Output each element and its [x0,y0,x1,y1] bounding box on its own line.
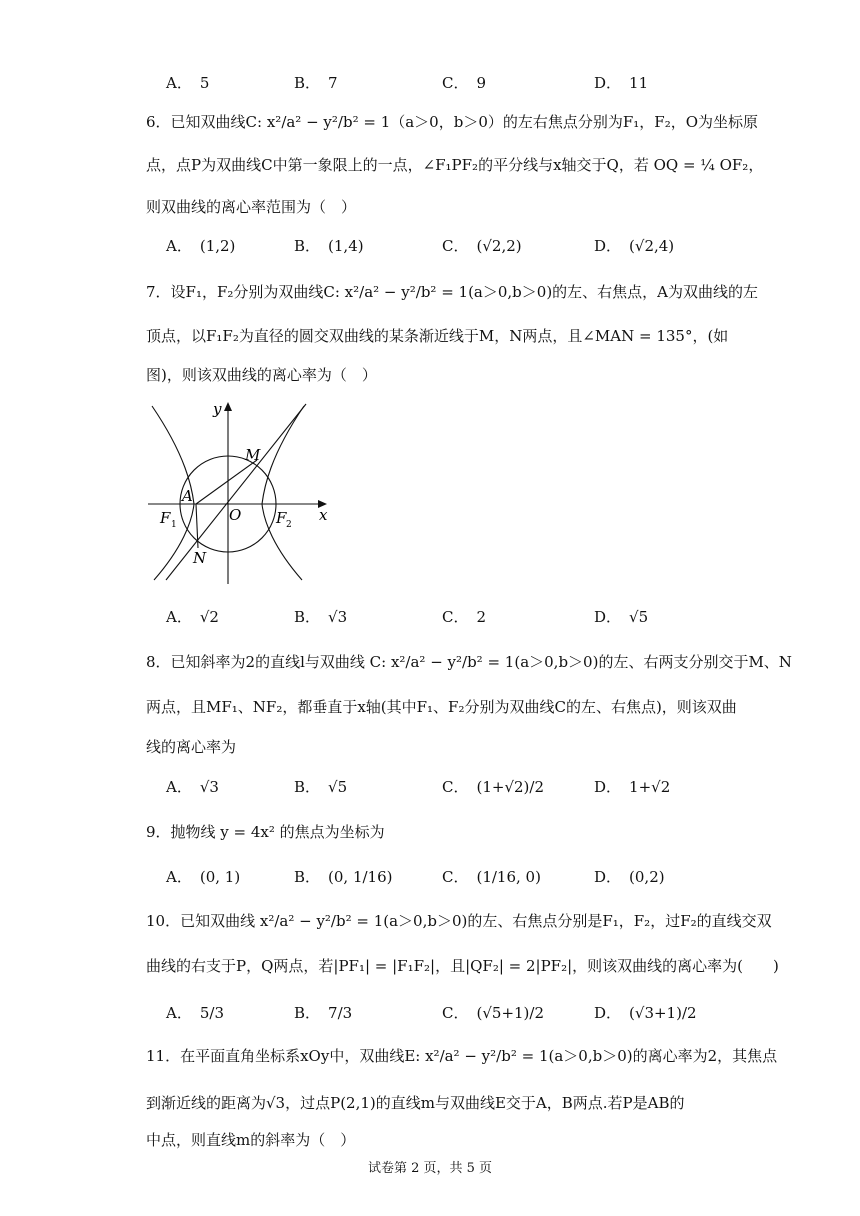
option-c[interactable]: C． (√5+1)/2 [442,1004,544,1022]
label-n: N [193,549,207,567]
option-c[interactable]: C． 9 [442,74,487,92]
q8-options [166,776,806,798]
option-b[interactable]: B． 7 [294,74,338,92]
label-f2-sub: 2 [286,520,292,530]
option-d[interactable]: D． √5 [594,608,649,626]
option-b[interactable]: B． 7/3 [294,1004,353,1022]
q6-line-1: 6．已知双曲线C: x²/a² − y²/b² = 1（a＞0，b＞0）的左右焦点分别为F₁，F₂，O为坐标原 [146,113,759,131]
option-b[interactable]: B． √5 [294,778,348,796]
q9-line-1: 9．抛物线 y = 4x² 的焦点为坐标为 [146,823,385,841]
q10-line-2: 曲线的右支于P，Q两点，若|PF₁| = |F₁F₂|，且|QF₂| = 2|PF₂|，则该双曲线的离心率为( ) [146,957,779,975]
option-d[interactable]: D． (√3+1)/2 [594,1004,697,1022]
option-c[interactable]: C． (1/16, 0) [442,868,541,886]
q8-line-3: 线的离心率为 [146,738,237,756]
option-a[interactable]: A． (1,2) [166,237,236,255]
label-f1-sub: 1 [171,520,177,530]
label-f1: F [160,509,171,527]
q6-line-2: 点，点P为双曲线C中第一象限上的一点，∠F₁PF₂的平分线与x轴交于Q，若 OQ = ¼ OF₂， [146,156,764,174]
option-b[interactable]: B． √3 [294,608,348,626]
option-c[interactable]: C． (√2,2) [442,237,522,255]
option-a[interactable]: A． (0, 1) [166,868,241,886]
label-m: M [245,446,261,464]
option-d[interactable]: D． (0,2) [594,868,665,886]
q11-line-3: 中点，则直线m的斜率为（ ） [146,1131,356,1149]
label-a: A [182,487,193,505]
option-b[interactable]: B． (1,4) [294,237,364,255]
option-a[interactable]: A． 5 [166,74,210,92]
q9-options [166,866,806,888]
option-d[interactable]: D． 1+√2 [594,778,671,796]
label-f2: F [276,509,287,527]
q7-line-2: 顶点，以F₁F₂为直径的圆交双曲线的某条渐近线于M，N两点，且∠MAN = 135°，(如 [146,327,729,345]
q6-options [166,235,806,257]
option-d[interactable]: D． (√2,4) [594,237,675,255]
q7-line-3: 图)，则该双曲线的离心率为（ ） [146,366,377,384]
label-x: x [319,506,328,524]
option-c[interactable]: C． 2 [442,608,487,626]
q5-options [166,72,806,94]
option-a[interactable]: A． 5/3 [166,1004,224,1022]
q11-line-2: 到渐近线的距离为√3，过点P(2,1)的直线m与双曲线E交于A，B两点.若P是AB的 [146,1094,685,1112]
option-c[interactable]: C． (1+√2)/2 [442,778,544,796]
q11-line-1: 11．在平面直角坐标系xOy中，双曲线E: x²/a² − y²/b² = 1(a＞0,b＞0)的离心率为2，其焦点 [146,1047,778,1065]
option-a[interactable]: A． √2 [166,608,219,626]
q8-line-1: 8．已知斜率为2的直线l与双曲线 C: x²/a² − y²/b² = 1(a＞0,b＞0)的左、右两支分别交于M、N [146,653,792,671]
q8-line-2: 两点，且MF₁、NF₂，都垂直于x轴(其中F₁、F₂分别为双曲线C的左、右焦点)，则该双曲 [146,698,737,716]
option-b[interactable]: B． (0, 1/16) [294,868,393,886]
option-d[interactable]: D． 11 [594,74,649,92]
q10-options [166,1002,806,1024]
page-footer: 试卷第 2 页，共 5 页 [367,1161,493,1176]
q7-options [166,606,806,628]
hyperbola-figure [146,398,336,586]
q10-line-1: 10．已知双曲线 x²/a² − y²/b² = 1(a＞0,b＞0)的左、右焦点分别是F₁，F₂，过F₂的直线交双 [146,912,772,930]
label-y: y [213,400,222,418]
q6-line-3: 则双曲线的离心率范围为（ ） [146,198,357,216]
option-a[interactable]: A． √3 [166,778,219,796]
q7-line-1: 7．设F₁，F₂分别为双曲线C: x²/a² − y²/b² = 1(a＞0,b＞0)的左、右焦点，A为双曲线的左 [146,283,759,301]
label-o: O [229,506,242,524]
